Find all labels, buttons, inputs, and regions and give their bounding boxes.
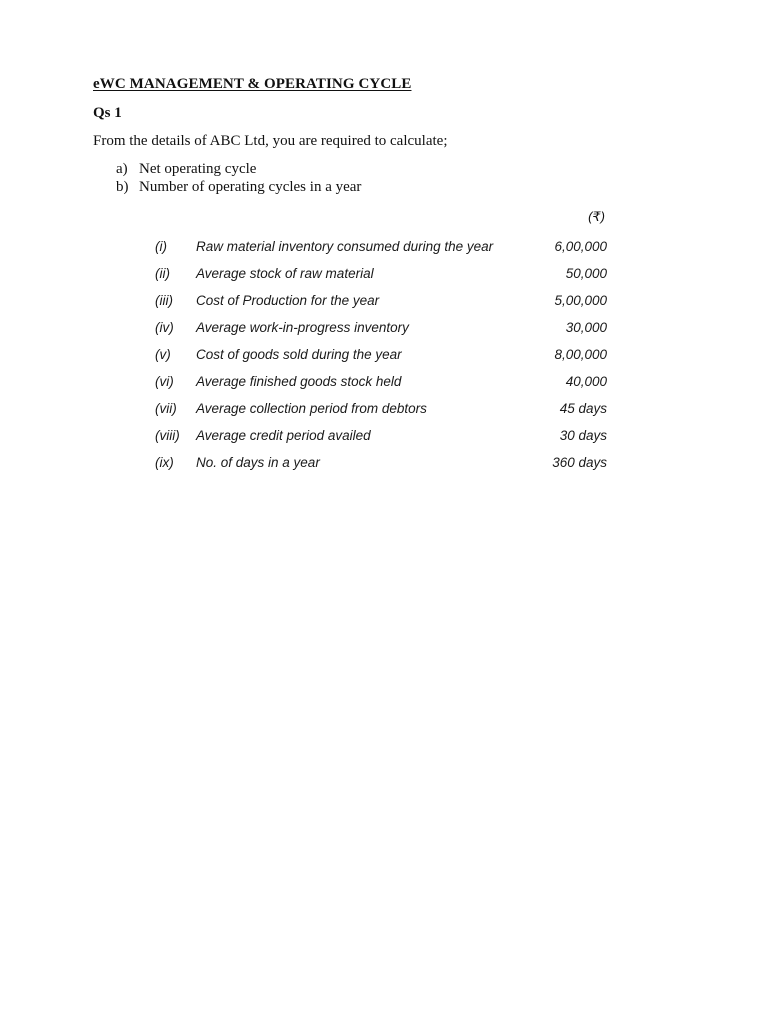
row-label: Raw material inventory consumed during the year [196, 239, 494, 254]
row-value: 30 days [559, 428, 607, 443]
row-value: 5,00,000 [554, 293, 607, 308]
table-row [155, 449, 607, 476]
row-number: (ii) [155, 266, 170, 281]
table-row [155, 341, 607, 368]
table-row [155, 395, 607, 422]
row-label: Average finished goods stock held [196, 374, 402, 389]
table-row [155, 314, 607, 341]
row-label: Average stock of raw material [196, 266, 374, 281]
requirement-item [116, 178, 361, 196]
requirement-text: Number of operating cycles in a year [139, 179, 362, 195]
table-row [155, 368, 607, 395]
row-value: 6,00,000 [554, 239, 607, 254]
table-row [155, 422, 607, 449]
row-label: Average collection period from debtors [196, 401, 427, 416]
requirement-item [116, 160, 361, 178]
row-value: 50,000 [565, 266, 607, 281]
row-number: (ix) [155, 455, 174, 470]
row-number: (i) [155, 239, 167, 254]
requirement-marker: a) [116, 161, 128, 177]
row-number: (v) [155, 347, 171, 362]
row-value: 30,000 [565, 320, 607, 335]
row-number: (iv) [155, 320, 174, 335]
row-value: 360 days [552, 455, 607, 470]
currency-unit-label: (₹) [588, 209, 605, 224]
row-label: Average credit period availed [196, 428, 371, 443]
table-row [155, 260, 607, 287]
row-label: Average work-in-progress inventory [196, 320, 409, 335]
row-value: 40,000 [565, 374, 607, 389]
requirement-marker: b) [116, 179, 129, 195]
question-number: Qs 1 [93, 105, 122, 121]
row-number: (vi) [155, 374, 174, 389]
row-number: (viii) [155, 428, 180, 443]
row-label: No. of days in a year [196, 455, 320, 470]
table-row [155, 233, 607, 260]
requirements-list [116, 160, 361, 196]
row-number: (vii) [155, 401, 177, 416]
row-value: 45 days [559, 401, 607, 416]
data-table [155, 233, 607, 476]
row-number: (iii) [155, 293, 173, 308]
row-label: Cost of goods sold during the year [196, 347, 402, 362]
row-value: 8,00,000 [554, 347, 607, 362]
page-title: eWC MANAGEMENT & OPERATING CYCLE [93, 76, 412, 92]
question-intro: From the details of ABC Ltd, you are required to calculate; [93, 133, 448, 149]
table-row [155, 287, 607, 314]
row-label: Cost of Production for the year [196, 293, 380, 308]
requirement-text: Net operating cycle [139, 161, 257, 177]
